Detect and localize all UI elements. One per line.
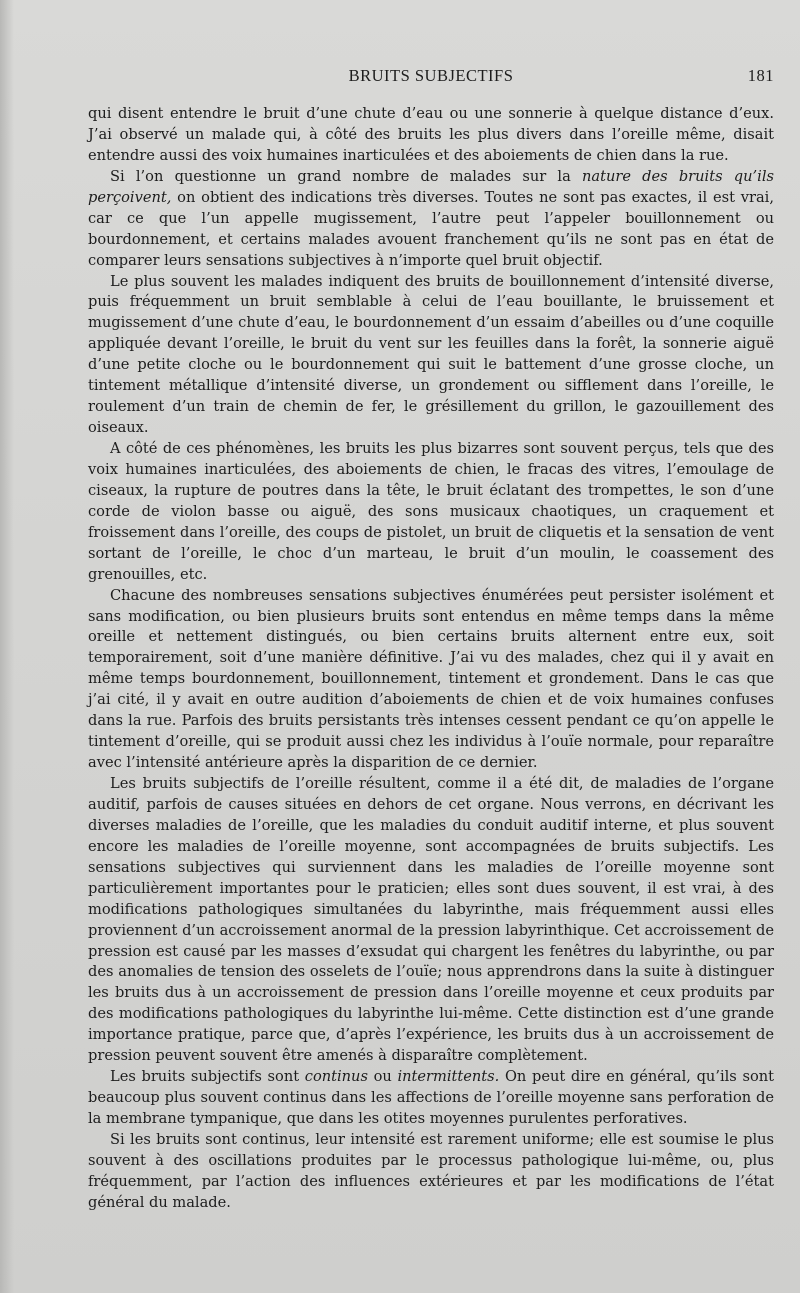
paragraph-text: Si l’on questionne un grand nombre de malades sur la (110, 167, 582, 185)
italic-word: intermittents. (397, 1068, 500, 1086)
italic-phrase: nature des bruits qu’ils perçoivent, (88, 167, 774, 206)
paragraph-text: Les bruits subjectifs sont (110, 1068, 305, 1086)
body-text (88, 104, 774, 1214)
paragraph: Les bruits subjectifs de l’oreille résultent, comme il a été dit, de maladies de l’organe auditif, parfois de causes situées en dehors de cet organe. Nous verrons, en décrivant les diverses maladies de l’oreille, que les maladies du conduit auditif interne, et plus souvent encore les maladies de l’oreille moyenne, sont accompagnées de bruits subjectifs. Les sensations subjectives qui surviennent dans les maladies de l’oreille moyenne sont particulièrement importantes pour le praticien; elles sont dues souvent, il est vrai, à des modifications pathologiques simultanées du labyrinthe, mais fréquemment aussi elles proviennent d’un accroissement anormal de la pression labyrinthique. Cet accroissement de pression est causé par les masses d’exsudat qui chargent les fenêtres du labyrinthe, ou par des anomalies de tension des osselets de l’ouïe; nous apprendrons dans la suite à distinguer les bruits dus à un accroissement de pression dans l’oreille moyenne et ceux produits par des modifications pathologiques du labyrinthe lui-même. Cette distinction est d’une grande importance pratique, parce que, d’après l’expérience, les bruits dus à un accroissement de pression peuvent souvent être amenés à disparaître complètement. (88, 775, 774, 1065)
paragraph: Chacune des nombreuses sensations subjectives énumérées peut persister isolément et sans modification, ou bien plusieurs bruits sont entendus en même temps dans la même oreille et nettement distingués, ou bien certains bruits alternent entre eux, soit temporairement, soit d’une manière définitive. J’ai vu des malades, chez qui il y avait en même temps bourdonnement, bouillonnement, tintement et grondement. Dans le cas que j’ai cité, il y avait en outre audition d’aboiements de chien et de voix humaines confuses dans la rue. Parfois des bruits persistants très intenses cessent pendant ce qu’on appelle le tintement d’oreille, qui se produit aussi chez les individus à l’ouïe normale, pour reparaître avec l’intensité antérieure après la disparition de ce dernier. (88, 586, 774, 772)
running-header (88, 66, 774, 90)
paragraph (88, 167, 774, 272)
page-number: 181 (747, 66, 774, 85)
paragraph-text: On peut dire en général, qu’ils sont beaucoup plus souvent continus dans les affections de l’oreille moyenne sans perforation de la membrane tympanique, que dans les otites moyennes purulentes perforatives. (88, 1068, 774, 1127)
paragraph: Si les bruits sont continus, leur intensité est rarement uniforme; elle est soumise le plus souvent à des oscillations produites par le processus pathologique lui-même, ou, plus fréquemment, par l’action des influences extérieures et par les modifications de l’état général du malade. (88, 1130, 774, 1211)
paragraph: Le plus souvent les malades indiquent des bruits de bouillonnement d’intensité diverse, puis fréquemment un bruit semblable à celui de l’eau bouillante, le bruissement et mugissement d’une chute d’eau, le bourdonnement d’un essaim d’abeilles ou d’une coquille appliquée devant l’oreille, le bruit du vent sur les feuilles dans la forêt, la sonnerie aiguë d’une petite cloche ou le bourdonnement qui suit le battement d’une grosse cloche, un tintement métallique d’intensité diverse, un grondement ou sifflement dans l’oreille, le roulement d’un train de chemin de fer, le grésillement du grillon, le gazouillement des oiseaux. (88, 272, 774, 437)
running-title: BRUITS SUBJECTIFS (348, 66, 514, 85)
paragraph-text: on obtient des indications très diverses. Toutes ne sont pas exactes, il est vrai, car ce que l’un appelle mugissement, l’autre peut l’appeler bouillonnement ou bourdonnement, et certains malades avouent franchement qu’ils ne sont pas en état de comparer leurs sensations subjectives à n’importe quel bruit objectif. (88, 188, 774, 269)
paragraph-text: ou (367, 1068, 398, 1086)
paragraph (88, 1067, 774, 1130)
paragraph: qui disent entendre le bruit d’une chute d’eau ou une sonnerie à quelque distance d’eux. J’ai observé un malade qui, à côté des bruits les plus divers dans l’oreille même, disait entendre aussi des voix humaines inarticulées et des aboiements de chien dans la rue. (88, 105, 774, 164)
paragraph: A côté de ces phénomènes, les bruits les plus bizarres sont souvent perçus, tels que des voix humaines inarticulées, des aboiements de chien, le fracas des vitres, l’emoulage de ciseaux, la rupture de poutres dans la tête, le bruit éclatant des trompettes, le son d’une corde de violon basse ou aiguë, des sons musicaux chaotiques, un craquement et froissement dans l’oreille, des coups de pistolet, un bruit de cliquetis et la sensation de vent sortant de l’oreille, le choc d’un marteau, le bruit d’un moulin, le coassement des grenouilles, etc. (88, 440, 774, 583)
italic-word: continus (304, 1068, 368, 1086)
